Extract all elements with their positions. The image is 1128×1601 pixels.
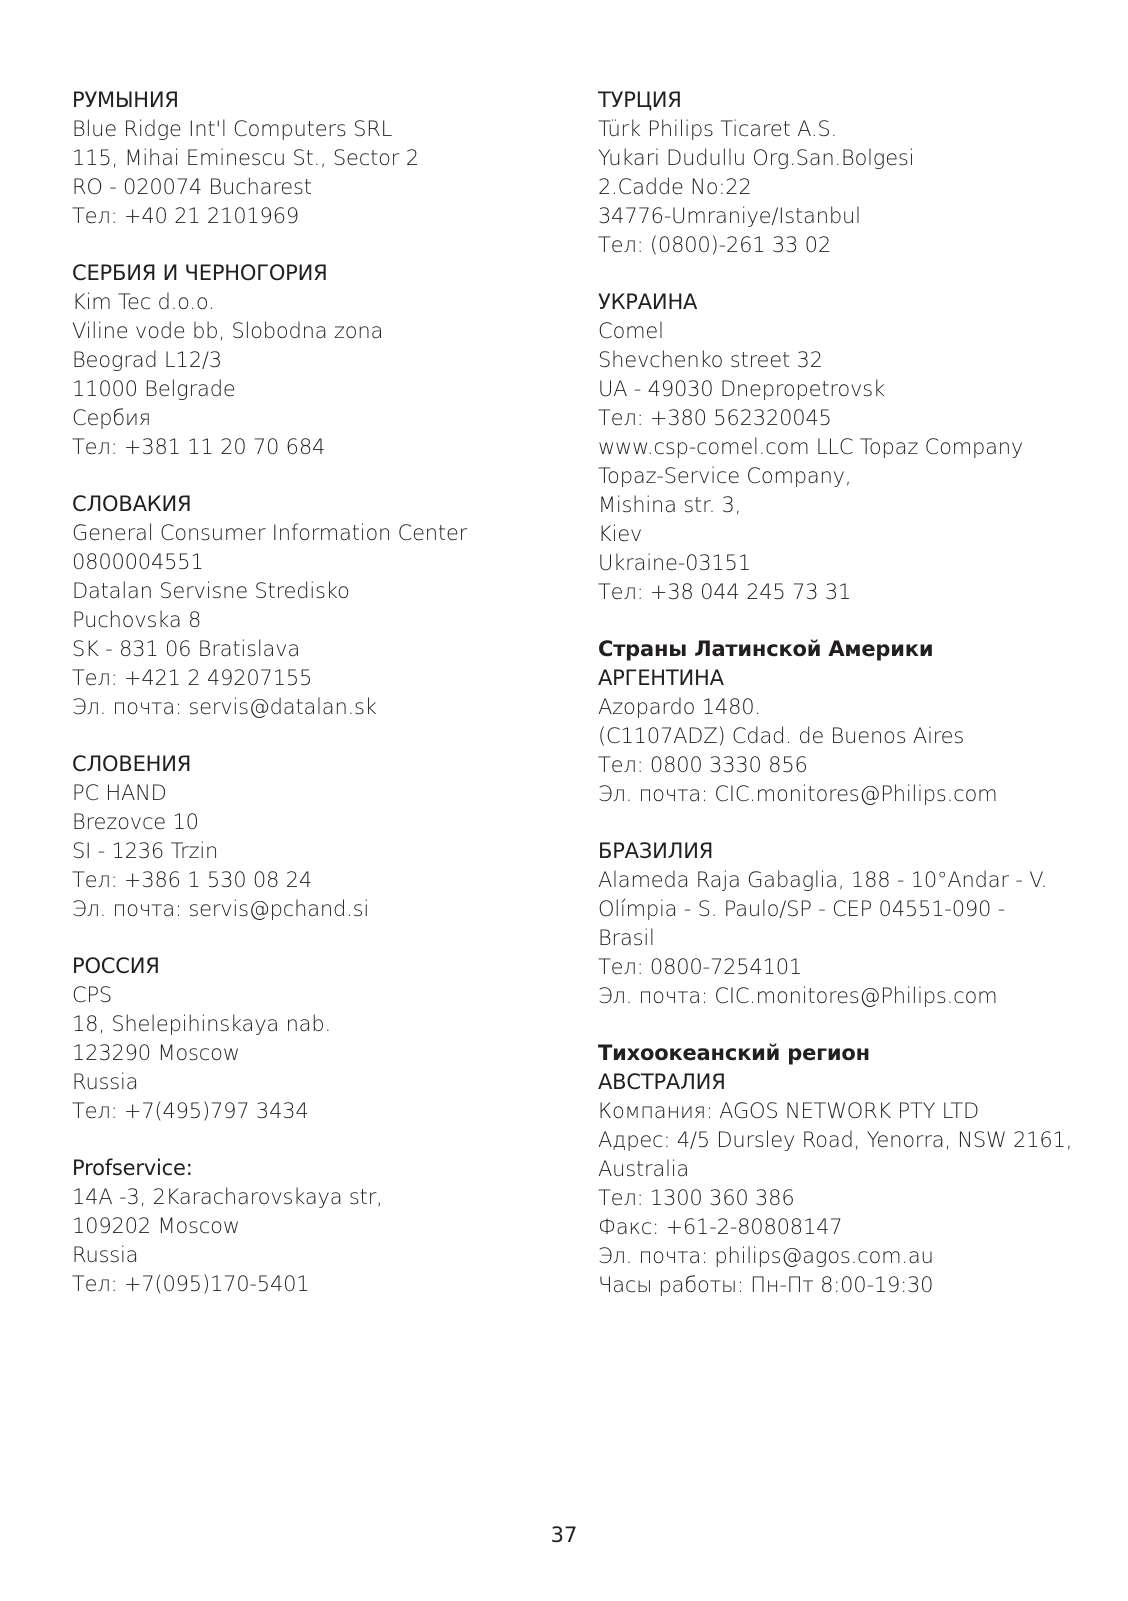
address-line: 18, Shelepihinskaya nab. xyxy=(72,1012,331,1036)
phone-line: Тел: +381 11 20 70 684 xyxy=(72,435,326,459)
address-line: Сербия xyxy=(72,406,151,430)
address-line: UA - 49030 Dnepropetrovsk xyxy=(598,377,885,401)
phone-line: Тел: 0800-7254101 xyxy=(598,955,803,979)
country-heading: УКРАИНА xyxy=(598,290,698,314)
phone-line: Тел: +380 562320045 xyxy=(598,406,832,430)
company-name: Comel xyxy=(598,319,664,343)
contact-block-russia xyxy=(72,952,542,1126)
address-line: Olímpia - S. Paulo/SP - CEP 04551-090 - xyxy=(598,897,1006,921)
address-line: Puchovska 8 xyxy=(72,608,202,632)
left-column xyxy=(72,86,542,1327)
company-name: General Consumer Information Center xyxy=(72,521,468,545)
contact-block-australia xyxy=(598,1039,1098,1300)
region-heading: Тихоокеанский регион xyxy=(598,1041,870,1065)
address-line: 2.Cadde No:22 xyxy=(598,175,752,199)
company-name: Topaz-Service Company, xyxy=(598,464,852,488)
website-line: www.csp-comel.com LLC Topaz Company xyxy=(598,435,1024,459)
address-line: 115, Mihai Eminescu St., Sector 2 xyxy=(72,146,419,170)
phone-line: 0800004551 xyxy=(72,550,204,574)
phone-line: Тел: +386 1 530 08 24 xyxy=(72,868,312,892)
region-heading: Страны Латинской Америки xyxy=(598,637,934,661)
address-line: SI - 1236 Trzin xyxy=(72,839,219,863)
country-heading: СЛОВЕНИЯ xyxy=(72,752,192,776)
company-name: Türk Philips Ticaret A.S. xyxy=(598,117,837,141)
country-heading: БРАЗИЛИЯ xyxy=(598,839,714,863)
phone-line: Тел: +40 21 2101969 xyxy=(72,204,300,228)
page-number: 37 xyxy=(550,1523,578,1547)
email-line: Эл. почта: CIC.monitores@Philips.com xyxy=(598,984,998,1008)
address-line: Azopardo 1480. xyxy=(598,695,761,719)
email-line: Эл. почта: philips@agos.com.au xyxy=(598,1244,934,1268)
country-heading: АРГЕНТИНА xyxy=(598,666,724,690)
address-line: SK - 831 06 Bratislava xyxy=(72,637,301,661)
company-name: Datalan Servisne Stredisko xyxy=(72,579,350,603)
address-line: Russia xyxy=(72,1070,139,1094)
address-line: Australia xyxy=(598,1157,690,1181)
contact-block-romania xyxy=(72,86,542,231)
phone-line: Тел: +7(495)797 3434 xyxy=(72,1099,309,1123)
address-line: Beograd L12/3 xyxy=(72,348,222,372)
country-heading: АВСТРАЛИЯ xyxy=(598,1070,726,1094)
right-column xyxy=(598,86,1098,1328)
address-line: Ukraine-03151 xyxy=(598,551,751,575)
country-heading: СЕРБИЯ И ЧЕРНОГОРИЯ xyxy=(72,261,328,285)
address-line: Russia xyxy=(72,1243,139,1267)
address-line: RO - 020074 Bucharest xyxy=(72,175,312,199)
address-line: 123290 Moscow xyxy=(72,1041,240,1065)
fax-line: Факс: +61-2-80808147 xyxy=(598,1215,843,1239)
address-line: Alameda Raja Gabaglia, 188 - 10°Andar - V. xyxy=(598,868,1048,892)
company-name: Blue Ridge Int'l Computers SRL xyxy=(72,117,393,141)
contact-block-slovakia xyxy=(72,490,542,722)
phone-line: Тел: (0800)-261 33 02 xyxy=(598,233,832,257)
contact-block-ukraine xyxy=(598,288,1098,607)
address-line: 11000 Belgrade xyxy=(72,377,236,401)
address-line: 34776-Umraniye/Istanbul xyxy=(598,204,861,228)
country-heading: СЛОВАКИЯ xyxy=(72,492,192,516)
phone-line: Тел: +421 2 49207155 xyxy=(72,666,313,690)
contact-block-argentina xyxy=(598,635,1098,809)
country-heading: ТУРЦИЯ xyxy=(598,88,682,112)
country-heading: РУМЫНИЯ xyxy=(72,88,179,112)
address-line: 109202 Moscow xyxy=(72,1214,240,1238)
phone-line: Тел: 0800 3330 856 xyxy=(598,753,808,777)
phone-line: Тел: +38 044 245 73 31 xyxy=(598,580,852,604)
address-line: Brezovce 10 xyxy=(72,810,199,834)
country-heading: РОССИЯ xyxy=(72,954,160,978)
company-name: Kim Tec d.o.o. xyxy=(72,290,215,314)
contact-block-brazil xyxy=(598,837,1098,1011)
address-line: Brasil xyxy=(598,926,655,950)
company-name: CPS xyxy=(72,983,113,1007)
contact-block-slovenia xyxy=(72,750,542,924)
phone-line: Тел: +7(095)170-5401 xyxy=(72,1272,310,1296)
address-line: Shevchenko street 32 xyxy=(598,348,823,372)
email-line: Эл. почта: servis@pchand.si xyxy=(72,897,370,921)
contact-block-turkey xyxy=(598,86,1098,260)
hours-line: Часы работы: Пн-Пт 8:00-19:30 xyxy=(598,1273,934,1297)
address-line: Адрес: 4/5 Dursley Road, Yenorra, NSW 2161, xyxy=(598,1128,1073,1152)
address-line: Yukari Dudullu Org.San.Bolgesi xyxy=(598,146,915,170)
email-line: Эл. почта: servis@datalan.sk xyxy=(72,695,377,719)
company-name: Компания: AGOS NETWORK PTY LTD xyxy=(598,1099,979,1123)
address-line: 14A -3, 2Karacharovskaya str, xyxy=(72,1185,383,1209)
address-line: (C1107ADZ) Cdad. de Buenos Aires xyxy=(598,724,965,748)
address-line: Viline vode bb, Slobodna zona xyxy=(72,319,384,343)
address-line: Kiev xyxy=(598,522,643,546)
phone-line: Тел: 1300 360 386 xyxy=(598,1186,795,1210)
email-line: Эл. почта: CIC.monitores@Philips.com xyxy=(598,782,998,806)
company-heading: Profservice: xyxy=(72,1156,193,1180)
company-name: PC HAND xyxy=(72,781,167,805)
contact-block-serbia-montenegro xyxy=(72,259,542,462)
address-line: Mishina str. 3, xyxy=(598,493,742,517)
contact-block-profservice xyxy=(72,1154,542,1299)
